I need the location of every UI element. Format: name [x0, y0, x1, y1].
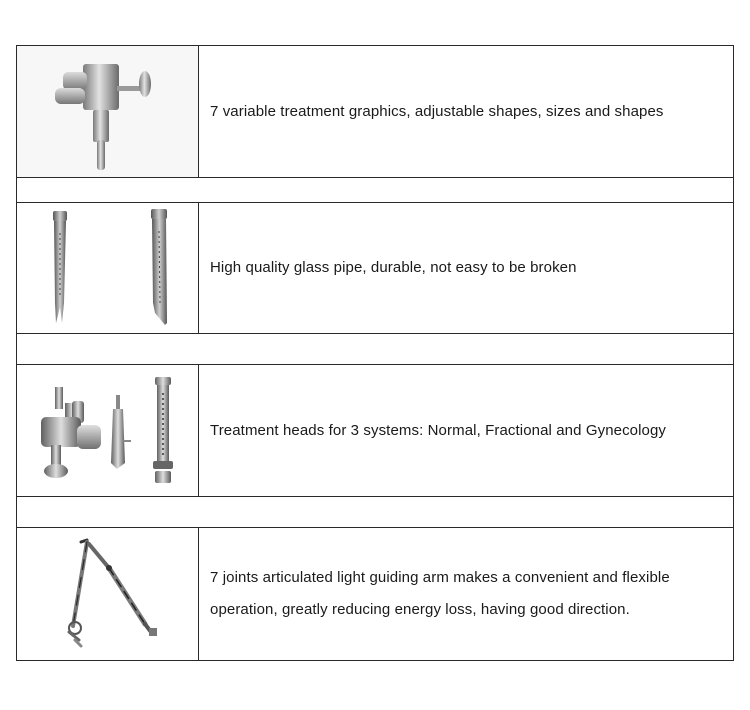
feature-description: High quality glass pipe, durable, not easy to be broken	[210, 259, 577, 276]
feature-text-cell	[199, 365, 733, 496]
feature-image-cell	[17, 365, 199, 496]
articulated-arm-icon	[17, 528, 198, 660]
feature-text-cell	[199, 203, 733, 333]
feature-text-cell	[199, 528, 733, 660]
feature-description	[210, 562, 670, 626]
feature-description-line-2: operation, greatly reducing energy loss, having good direction.	[210, 601, 630, 618]
row-spacer	[16, 333, 734, 365]
feature-row-3	[16, 364, 734, 497]
treatment-heads-icon	[17, 365, 198, 496]
row-spacer	[16, 496, 734, 528]
handpiece-icon	[17, 46, 198, 177]
glass-pipe-icon	[17, 203, 198, 333]
row-spacer	[16, 177, 734, 203]
feature-description-line-1: 7 joints articulated light guiding arm makes a convenient and flexible	[210, 569, 670, 586]
feature-description: 7 variable treatment graphics, adjustable shapes, sizes and shapes	[210, 102, 664, 120]
feature-image-cell	[17, 528, 199, 660]
feature-description: Treatment heads for 3 systems: Normal, Fractional and Gynecology	[210, 421, 667, 439]
feature-row-4	[16, 527, 734, 661]
feature-row-1	[16, 45, 734, 178]
feature-image-cell	[17, 203, 199, 333]
feature-image-cell	[17, 46, 199, 177]
feature-row-2	[16, 202, 734, 334]
feature-text-cell	[199, 46, 733, 177]
